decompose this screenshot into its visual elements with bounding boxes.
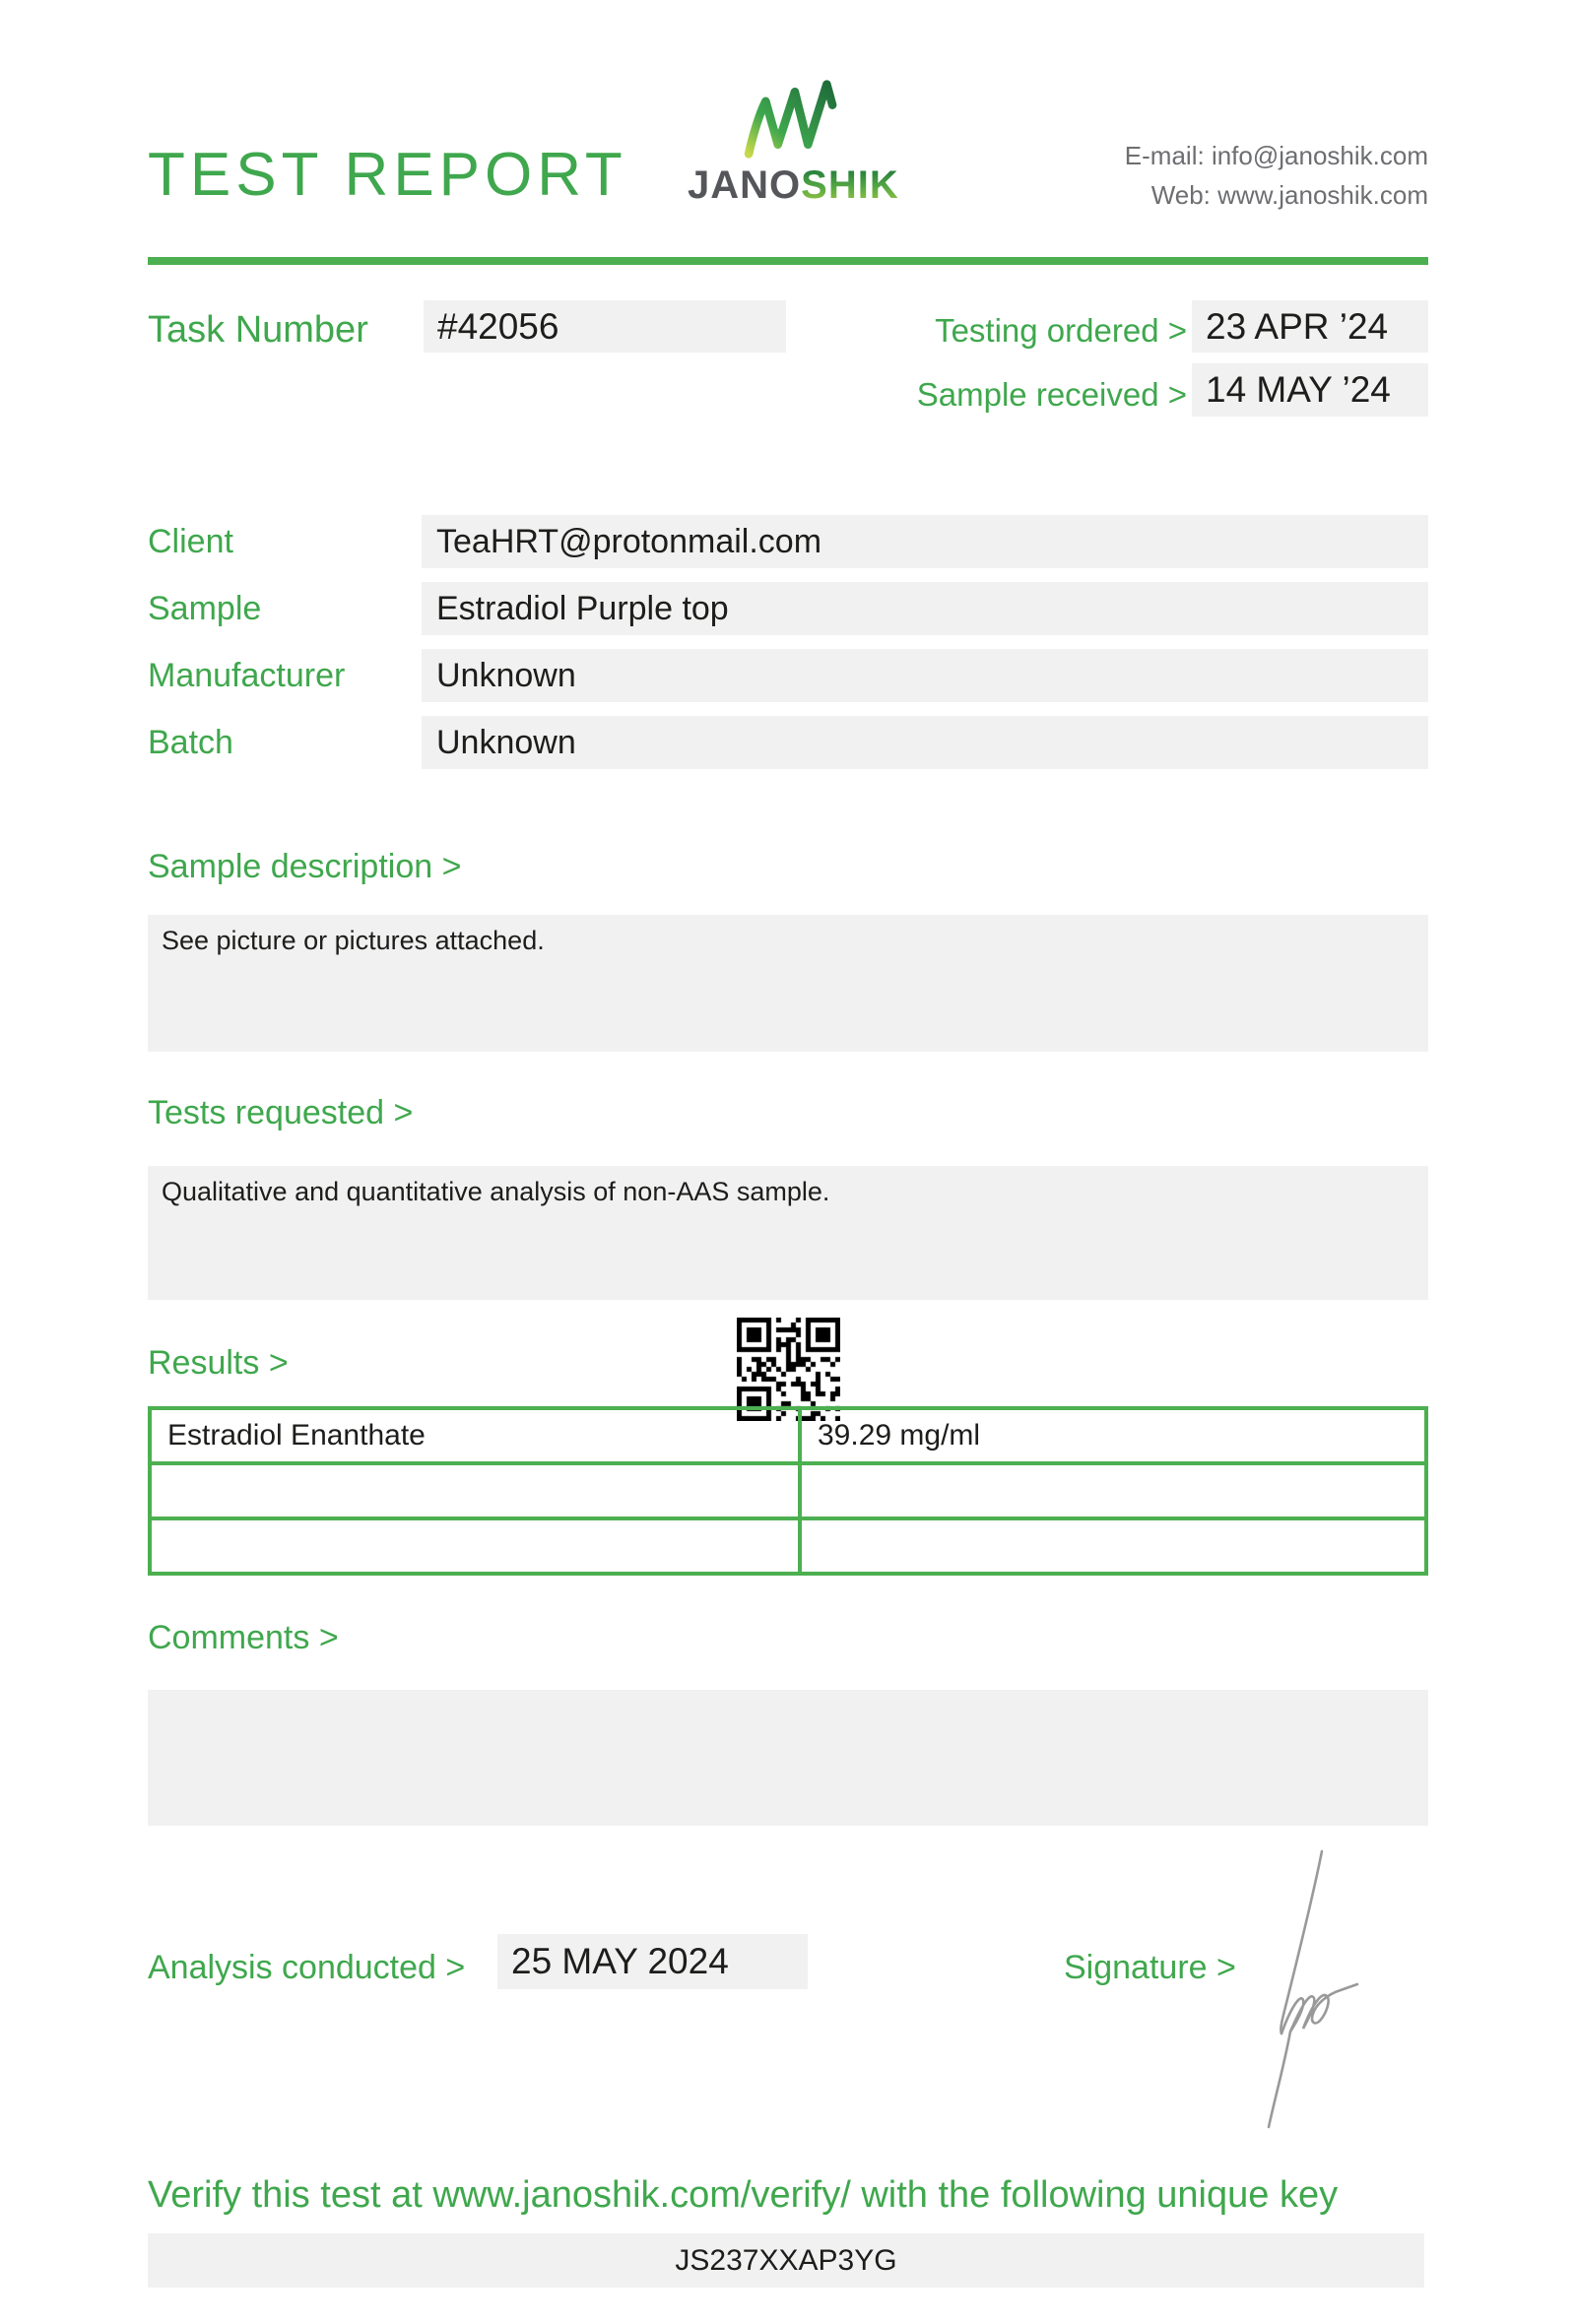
contact-web: Web: www.janoshik.com <box>1150 180 1428 210</box>
signature-label: Signature > <box>1064 1949 1236 1986</box>
testing-ordered-value: 23 APR ’24 <box>1192 300 1428 353</box>
result-cell <box>802 1520 1424 1572</box>
janoshik-logo <box>688 77 898 208</box>
signature-image <box>1243 1834 1397 2139</box>
batch-value: Unknown <box>422 716 1428 769</box>
logo-text <box>688 163 898 208</box>
result-cell <box>802 1465 1424 1517</box>
section-heading-sample-description: Sample description > <box>148 848 462 885</box>
table-row <box>152 1520 1424 1572</box>
manufacturer-value: Unknown <box>422 649 1428 702</box>
verify-text: Verify this test at www.janoshik.com/verify/ with the following unique key <box>148 2174 1339 2216</box>
analysis-conducted-value: 25 MAY 2024 <box>497 1934 808 1989</box>
logo-chart-icon <box>741 77 845 160</box>
client-label: Client <box>148 523 233 560</box>
section-heading-comments: Comments > <box>148 1619 339 1656</box>
sample-value: Estradiol Purple top <box>422 582 1428 635</box>
analyte-cell: Estradiol Enanthate <box>152 1410 802 1461</box>
contact-block <box>1125 136 1428 215</box>
sample-description-box: See picture or pictures attached. <box>148 915 1428 1052</box>
batch-label: Batch <box>148 724 233 761</box>
sample-label: Sample <box>148 590 262 627</box>
page-title: TEST REPORT <box>148 141 627 209</box>
section-heading-tests-requested: Tests requested > <box>148 1094 414 1131</box>
table-row <box>152 1465 1424 1520</box>
task-number-label: Task Number <box>148 309 368 351</box>
sample-received-value: 14 MAY ’24 <box>1192 363 1428 417</box>
logo-text-shik: SHIK <box>801 163 899 207</box>
tests-requested-box: Qualitative and quantitative analysis of non-AAS sample. <box>148 1166 1428 1300</box>
client-value: TeaHRT@protonmail.com <box>422 515 1428 568</box>
result-cell: 39.29 mg/ml <box>818 1419 981 1452</box>
results-table <box>148 1406 1428 1576</box>
verify-key: JS237XXAP3YG <box>148 2233 1424 2288</box>
logo-text-jano: JANO <box>688 163 802 207</box>
table-row <box>152 1410 1424 1465</box>
contact-email: E-mail: info@janoshik.com <box>1124 141 1428 170</box>
header-divider <box>148 257 1428 265</box>
analyte-cell <box>152 1520 802 1572</box>
task-number-value: #42056 <box>424 300 786 353</box>
sample-received-label: Sample received > <box>916 376 1187 413</box>
section-heading-results: Results > <box>148 1344 289 1382</box>
testing-ordered-label: Testing ordered > <box>935 312 1187 349</box>
manufacturer-label: Manufacturer <box>148 657 346 694</box>
comments-box <box>148 1690 1428 1826</box>
analysis-conducted-label: Analysis conducted > <box>148 1949 466 1986</box>
analyte-cell <box>152 1465 802 1517</box>
